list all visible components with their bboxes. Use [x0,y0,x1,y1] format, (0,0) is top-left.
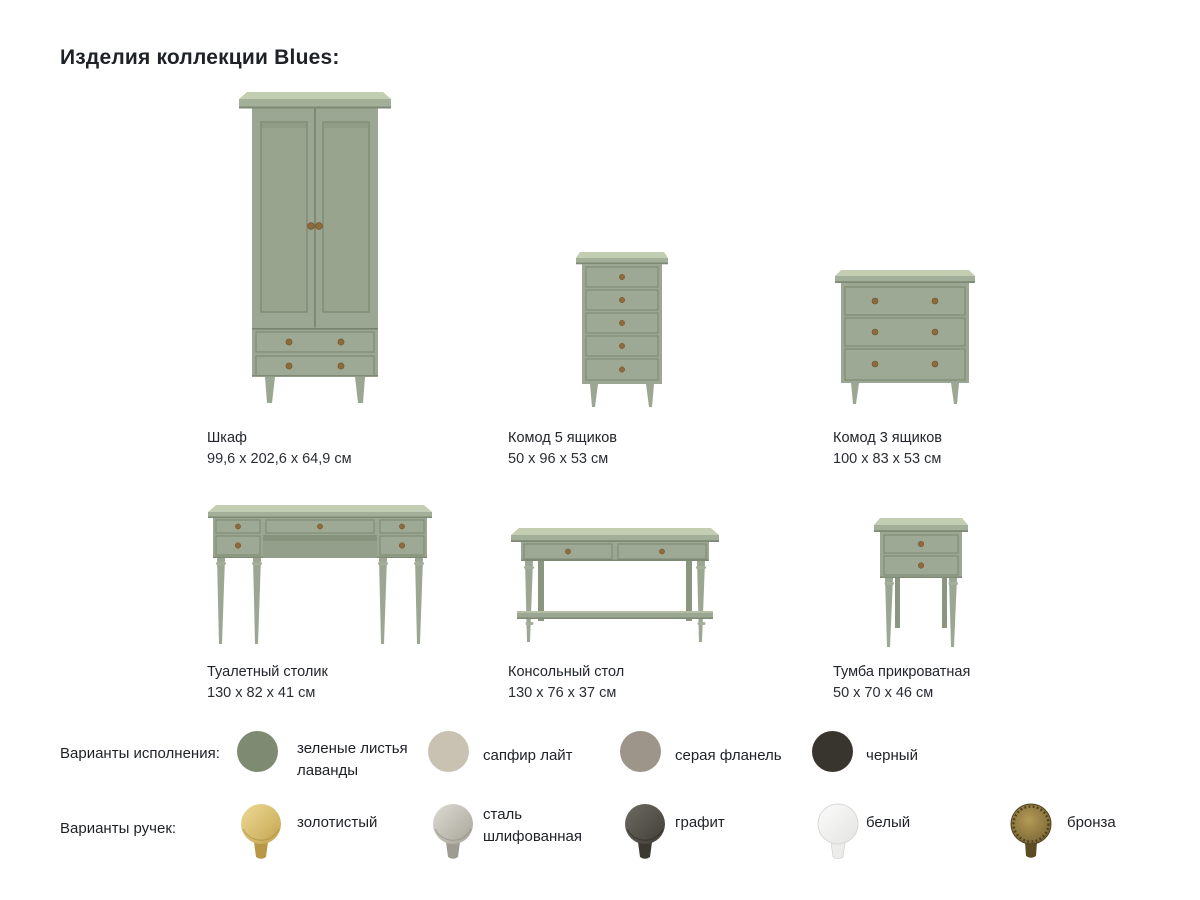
handle-steel-icon [425,801,481,861]
product-dimensions: 130 x 82 x 41 см [207,685,316,701]
product-dimensions: 50 x 70 x 46 см [833,685,934,701]
finish-swatch-green-lavender [237,731,278,772]
handle-graphite-icon [617,801,673,861]
chest-5-drawers-image [562,240,682,410]
dressing-table-image [200,498,440,648]
finish-swatch-black [812,731,853,772]
product-name: Комод 5 ящиков [508,430,617,446]
product-dimensions: 50 x 96 x 53 см [508,451,609,467]
product-name: Комод 3 ящиков [833,430,942,446]
handle-white-icon [810,801,866,861]
chest-3-drawers-image [825,260,985,406]
bedside-table-image [866,505,976,650]
page-title: Изделия коллекции Blues: [60,46,340,69]
handle-gold-icon [233,801,289,861]
finish-option-label: сапфир лайт [483,747,573,764]
finishes-row-label: Варианты исполнения: [60,745,220,762]
finish-option-label: зеленые листья лаванды [297,740,408,779]
wardrobe-image [225,86,405,406]
handles-row-label: Варианты ручек: [60,820,177,837]
product-dimensions: 100 x 83 x 53 см [833,451,942,467]
product-name: Консольный стол [508,664,625,680]
product-name: Туалетный столик [207,664,328,680]
handle-option-label: белый [866,814,911,831]
product-name: Тумба прикроватная [833,664,971,680]
finish-option-label: серая фланель [675,747,782,764]
finish-option-label: черный [866,747,918,764]
handle-option-label: золотистый [297,814,378,831]
handle-option-label: графит [675,814,725,831]
console-table-image [505,512,725,646]
handle-option-label: бронза [1067,814,1116,831]
handle-bronze-icon [1003,801,1059,861]
product-dimensions: 99,6 x 202,6 x 64,9 см [207,451,352,467]
product-dimensions: 130 x 76 x 37 см [508,685,617,701]
product-name: Шкаф [207,430,247,446]
handle-option-label: сталь шлифованная [483,806,583,845]
finish-swatch-sapphire-light [428,731,469,772]
finish-swatch-grey-flannel [620,731,661,772]
